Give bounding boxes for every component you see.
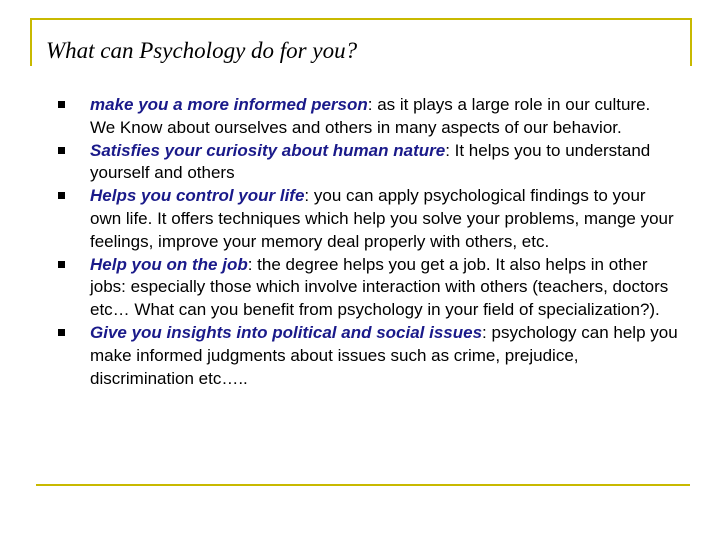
list-item <box>58 185 678 253</box>
list-item <box>58 94 678 140</box>
item-body: : as it plays a large role in our culture. We Know about ourselves and others in many aspects of our behavior. <box>90 95 651 137</box>
slide-title: What can Psychology do for you? <box>46 38 358 63</box>
item-lead: Give you insights into political and social issues <box>90 322 483 342</box>
item-lead: make you a more informed person <box>90 95 368 114</box>
frame-left-rule <box>30 18 32 66</box>
square-bullet-icon <box>58 261 65 268</box>
list-item <box>58 322 678 390</box>
square-bullet-icon <box>58 147 65 154</box>
list-item <box>58 140 678 186</box>
item-body: : the degree helps you get a job. It also helps in other jobs: especially those which involve interaction with others (teachers, doctors etc… What can you benefit from psychology in your field of specialization?). <box>90 254 669 320</box>
square-bullet-icon <box>58 101 65 108</box>
bullet-list <box>58 94 678 390</box>
list-item <box>58 254 678 322</box>
item-lead: Satisfies your curiosity about human nature <box>90 140 446 160</box>
item-body: : psychology can help you make informed judgments about issues such as crime, prejudice, discrimination etc….. <box>90 322 678 388</box>
item-lead: Help you on the job <box>90 254 248 274</box>
item-lead: Helps you control your life <box>90 186 305 206</box>
item-body: : It helps you to understand yourself and others <box>90 140 651 183</box>
frame-top-rule <box>30 18 692 20</box>
square-bullet-icon <box>58 192 65 199</box>
frame-bottom-rule <box>36 484 690 486</box>
square-bullet-icon <box>58 329 65 336</box>
item-body: : you can apply psychological findings to your own life. It offers techniques which help you solve your problems, mange your feelings, improve your memory deal properly with others, etc. <box>90 186 674 251</box>
frame-right-rule <box>690 18 692 66</box>
